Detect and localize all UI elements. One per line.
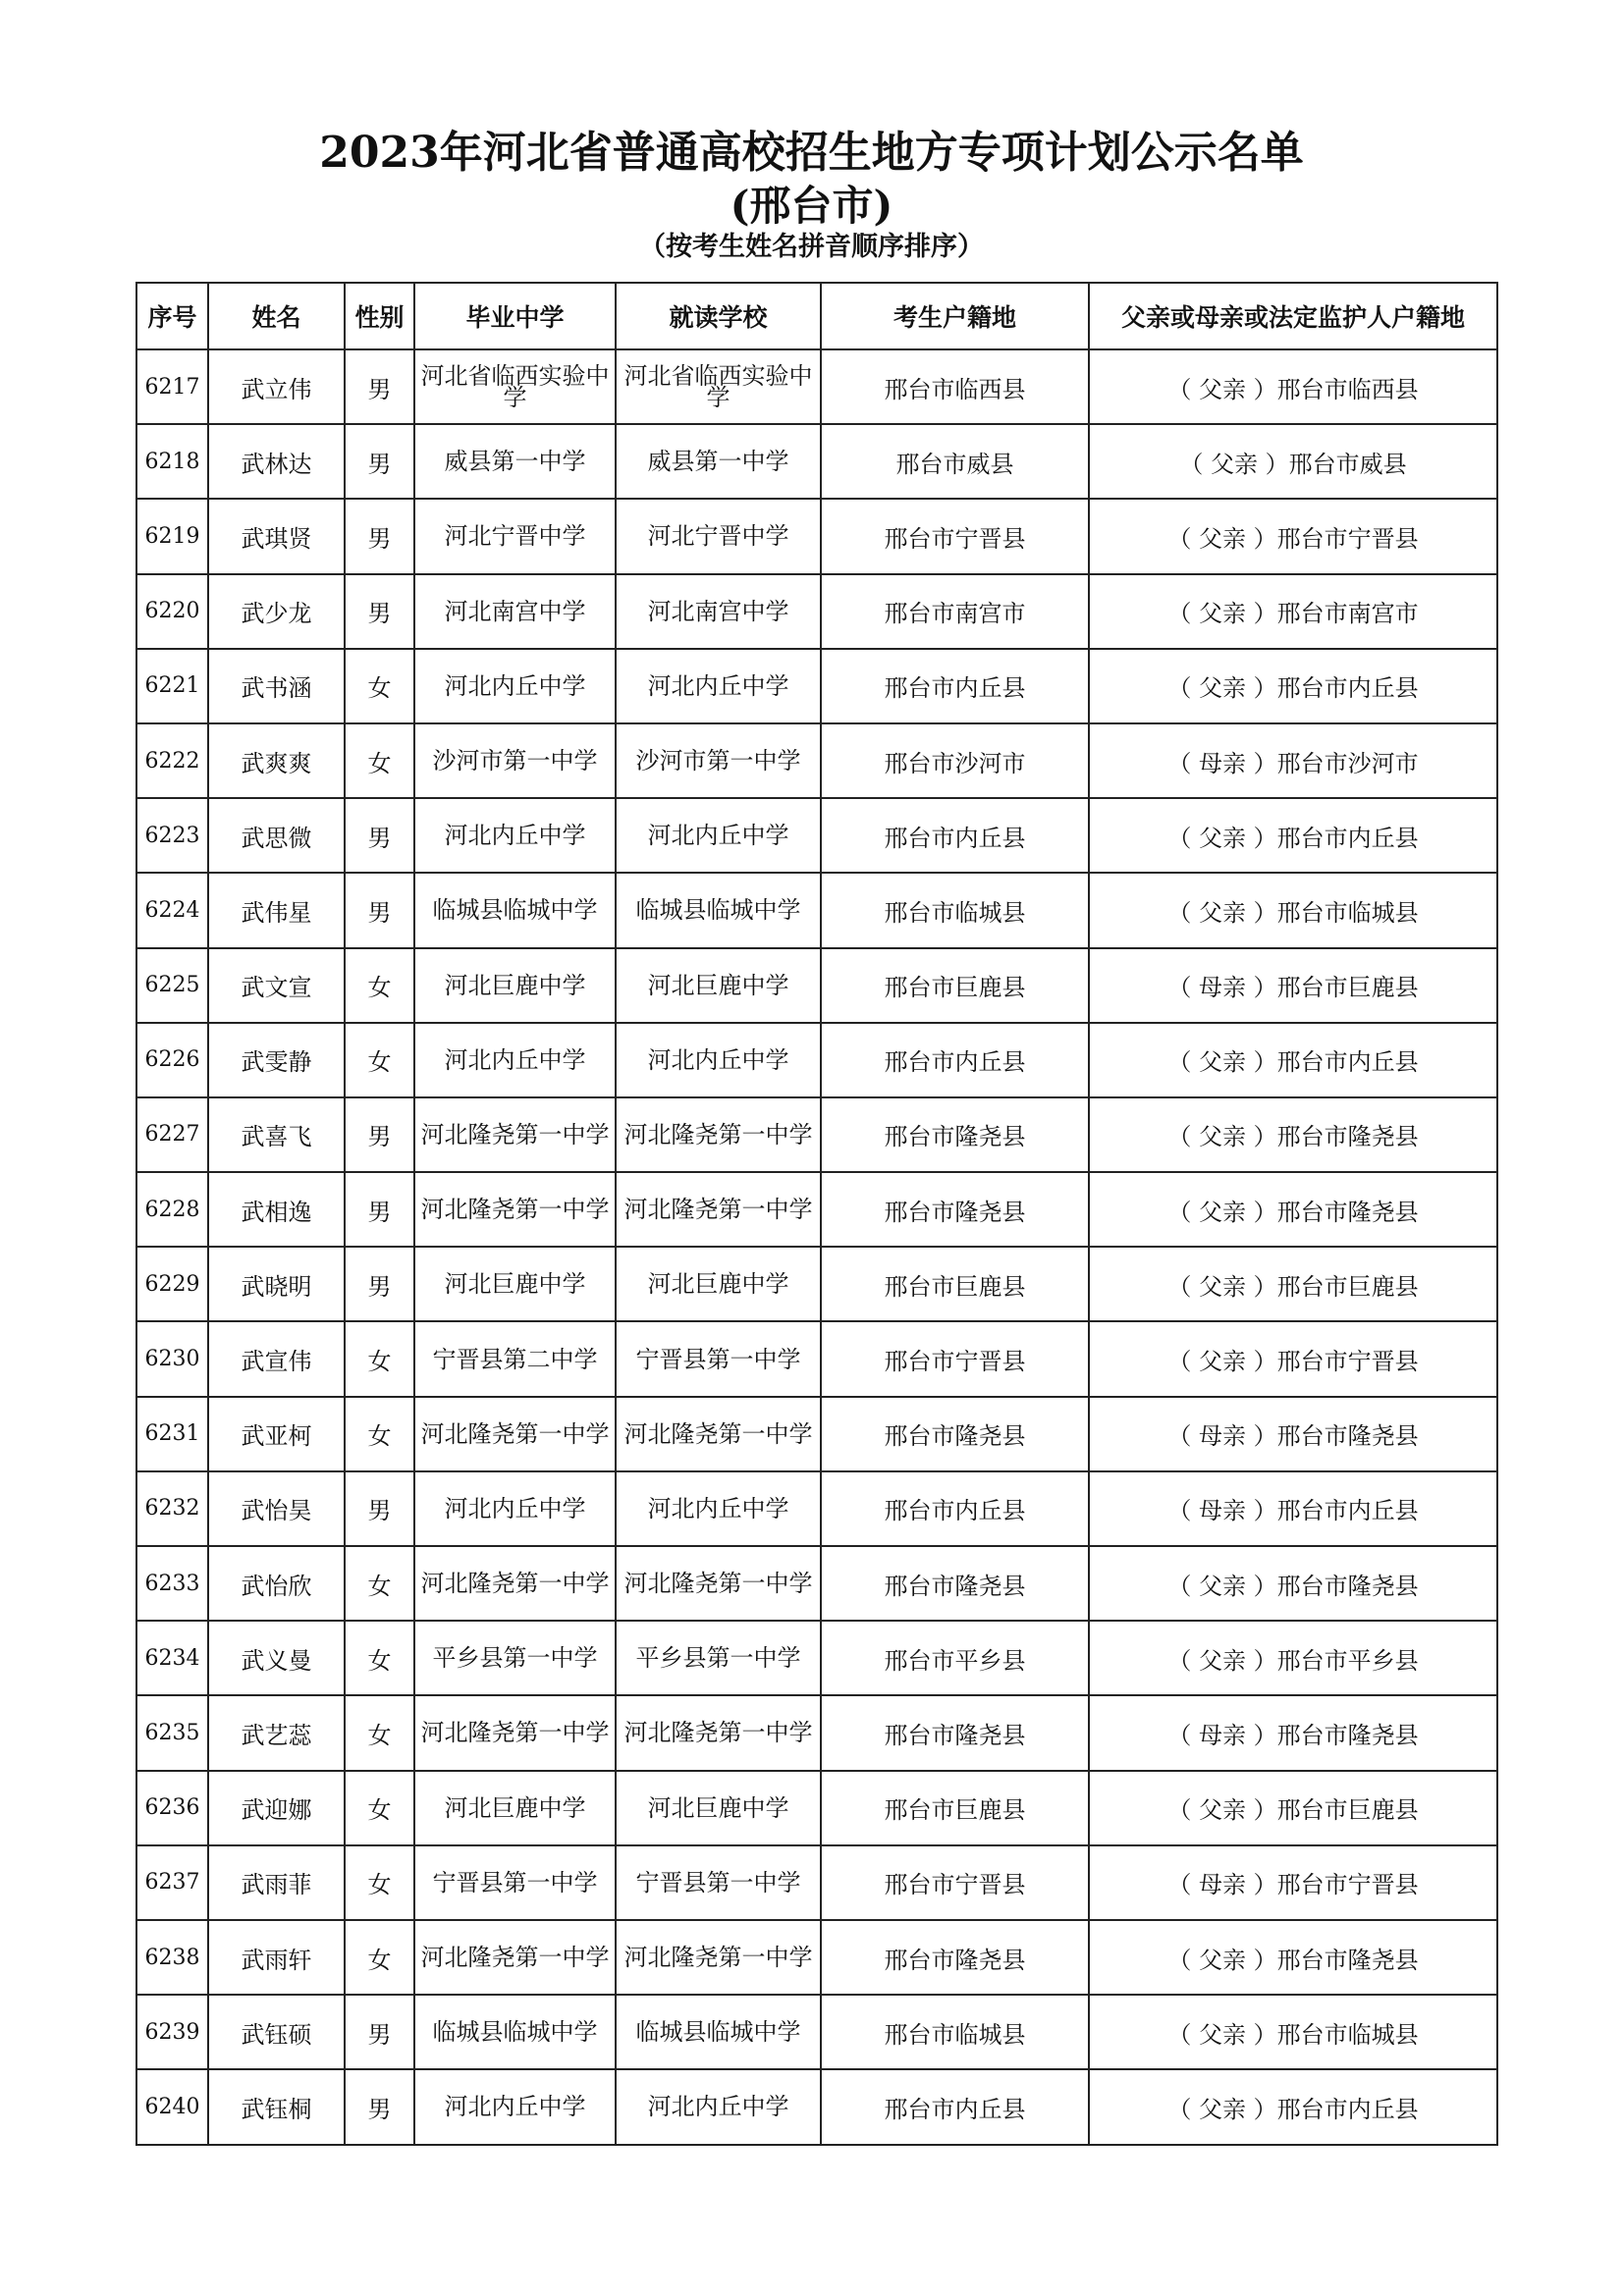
cell-graduation-school: 宁晋县第二中学 — [414, 1321, 616, 1396]
cell-index: 6223 — [136, 798, 208, 873]
cell-current-school: 河北内丘中学 — [616, 798, 821, 873]
cell-gender: 男 — [345, 349, 414, 424]
header-household: 考生户籍地 — [821, 283, 1089, 349]
page-title: 2023年河北省普通高校招生地方专项计划公示名单 — [319, 128, 1304, 178]
table-row — [136, 1771, 1497, 1845]
cell-graduation-school: 河北内丘中学 — [414, 1023, 616, 1097]
cell-graduation-school: 河北隆尧第一中学 — [414, 1397, 616, 1471]
cell-name: 武艺蕊 — [208, 1695, 345, 1770]
cell-current-school: 河北内丘中学 — [616, 1023, 821, 1097]
cell-current-school: 河北南宫中学 — [616, 574, 821, 649]
table-row — [136, 1172, 1497, 1247]
cell-gender: 女 — [345, 1695, 414, 1770]
cell-gender: 女 — [345, 649, 414, 723]
cell-gender: 男 — [345, 1247, 414, 1321]
table-row — [136, 1397, 1497, 1471]
cell-index: 6233 — [136, 1546, 208, 1621]
cell-gender: 男 — [345, 873, 414, 947]
cell-index: 6225 — [136, 948, 208, 1023]
cell-name: 武怡欣 — [208, 1546, 345, 1621]
table-row — [136, 1920, 1497, 1995]
cell-name: 武爽爽 — [208, 723, 345, 798]
cell-guardian-household: （ 母亲 ）邢台市隆尧县 — [1089, 1695, 1497, 1770]
cell-name: 武钰硕 — [208, 1995, 345, 2069]
cell-current-school: 河北巨鹿中学 — [616, 1771, 821, 1845]
cell-gender: 女 — [345, 1771, 414, 1845]
cell-household: 邢台市沙河市 — [821, 723, 1089, 798]
table-header-row — [136, 283, 1497, 349]
header-graduation-school: 毕业中学 — [414, 283, 616, 349]
cell-guardian-household: （ 父亲 ）邢台市巨鹿县 — [1089, 1771, 1497, 1845]
cell-guardian-household: （ 父亲 ）邢台市隆尧县 — [1089, 1172, 1497, 1247]
cell-household: 邢台市隆尧县 — [821, 1920, 1089, 1995]
cell-household: 邢台市隆尧县 — [821, 1695, 1089, 1770]
cell-index: 6228 — [136, 1172, 208, 1247]
cell-household: 邢台市内丘县 — [821, 1471, 1089, 1546]
cell-name: 武钰桐 — [208, 2069, 345, 2144]
cell-household: 邢台市宁晋县 — [821, 1321, 1089, 1396]
cell-household: 邢台市隆尧县 — [821, 1397, 1089, 1471]
cell-graduation-school: 河北隆尧第一中学 — [414, 1546, 616, 1621]
cell-gender: 女 — [345, 1845, 414, 1920]
cell-name: 武林达 — [208, 424, 345, 499]
cell-gender: 男 — [345, 424, 414, 499]
cell-guardian-household: （ 父亲 ）邢台市临城县 — [1089, 1995, 1497, 2069]
cell-current-school: 河北隆尧第一中学 — [616, 1172, 821, 1247]
cell-current-school: 宁晋县第一中学 — [616, 1321, 821, 1396]
cell-graduation-school: 河北内丘中学 — [414, 649, 616, 723]
table-row — [136, 948, 1497, 1023]
cell-graduation-school: 河北宁晋中学 — [414, 499, 616, 573]
table-row — [136, 1321, 1497, 1396]
cell-index: 6232 — [136, 1471, 208, 1546]
cell-current-school: 河北宁晋中学 — [616, 499, 821, 573]
cell-current-school: 威县第一中学 — [616, 424, 821, 499]
cell-index: 6218 — [136, 424, 208, 499]
cell-current-school: 河北隆尧第一中学 — [616, 1546, 821, 1621]
cell-index: 6229 — [136, 1247, 208, 1321]
cell-index: 6226 — [136, 1023, 208, 1097]
cell-graduation-school: 河北隆尧第一中学 — [414, 1920, 616, 1995]
cell-guardian-household: （ 母亲 ）邢台市宁晋县 — [1089, 1845, 1497, 1920]
table-row — [136, 723, 1497, 798]
cell-name: 武思微 — [208, 798, 345, 873]
cell-current-school: 平乡县第一中学 — [616, 1621, 821, 1695]
cell-index: 6237 — [136, 1845, 208, 1920]
cell-index: 6231 — [136, 1397, 208, 1471]
cell-gender: 男 — [345, 1097, 414, 1172]
cell-graduation-school: 河北南宫中学 — [414, 574, 616, 649]
cell-index: 6240 — [136, 2069, 208, 2144]
cell-gender: 男 — [345, 2069, 414, 2144]
cell-guardian-household: （ 父亲 ）邢台市临城县 — [1089, 873, 1497, 947]
cell-name: 武相逸 — [208, 1172, 345, 1247]
cell-graduation-school: 临城县临城中学 — [414, 873, 616, 947]
cell-graduation-school: 河北巨鹿中学 — [414, 1247, 616, 1321]
cell-guardian-household: （ 父亲 ）邢台市隆尧县 — [1089, 1920, 1497, 1995]
cell-household: 邢台市威县 — [821, 424, 1089, 499]
cell-current-school: 河北内丘中学 — [616, 649, 821, 723]
cell-name: 武伟星 — [208, 873, 345, 947]
cell-name: 武书涵 — [208, 649, 345, 723]
cell-current-school: 河北内丘中学 — [616, 1471, 821, 1546]
cell-graduation-school: 河北省临西实验中学 — [414, 349, 616, 424]
cell-name: 武雯静 — [208, 1023, 345, 1097]
cell-index: 6238 — [136, 1920, 208, 1995]
cell-current-school: 河北隆尧第一中学 — [616, 1920, 821, 1995]
cell-current-school: 宁晋县第一中学 — [616, 1845, 821, 1920]
table-row — [136, 1995, 1497, 2069]
cell-guardian-household: （ 父亲 ）邢台市内丘县 — [1089, 798, 1497, 873]
cell-guardian-household: （ 父亲 ）邢台市平乡县 — [1089, 1621, 1497, 1695]
cell-index: 6222 — [136, 723, 208, 798]
cell-index: 6234 — [136, 1621, 208, 1695]
cell-current-school: 沙河市第一中学 — [616, 723, 821, 798]
header-name: 姓名 — [208, 283, 345, 349]
cell-name: 武立伟 — [208, 349, 345, 424]
cell-household: 邢台市巨鹿县 — [821, 1771, 1089, 1845]
cell-household: 邢台市平乡县 — [821, 1621, 1089, 1695]
cell-name: 武怡昊 — [208, 1471, 345, 1546]
cell-guardian-household: （ 父亲 ）邢台市内丘县 — [1089, 2069, 1497, 2144]
cell-index: 6239 — [136, 1995, 208, 2069]
header-gender: 性别 — [345, 283, 414, 349]
table-row — [136, 349, 1497, 424]
cell-household: 邢台市宁晋县 — [821, 499, 1089, 573]
table-row — [136, 1471, 1497, 1546]
cell-current-school: 临城县临城中学 — [616, 873, 821, 947]
cell-graduation-school: 河北隆尧第一中学 — [414, 1695, 616, 1770]
cell-name: 武亚柯 — [208, 1397, 345, 1471]
cell-graduation-school: 平乡县第一中学 — [414, 1621, 616, 1695]
cell-household: 邢台市宁晋县 — [821, 1845, 1089, 1920]
cell-gender: 女 — [345, 1397, 414, 1471]
cell-gender: 女 — [345, 1321, 414, 1396]
cell-household: 邢台市临西县 — [821, 349, 1089, 424]
cell-guardian-household: （ 父亲 ）邢台市宁晋县 — [1089, 1321, 1497, 1396]
cell-gender: 男 — [345, 499, 414, 573]
cell-guardian-household: （ 母亲 ）邢台市巨鹿县 — [1089, 948, 1497, 1023]
cell-household: 邢台市隆尧县 — [821, 1546, 1089, 1621]
cell-graduation-school: 河北巨鹿中学 — [414, 948, 616, 1023]
table-row — [136, 873, 1497, 947]
cell-current-school: 河北省临西实验中学 — [616, 349, 821, 424]
cell-name: 武琪贤 — [208, 499, 345, 573]
table-row — [136, 1023, 1497, 1097]
sort-note: （按考生姓名拼音顺序排序） — [639, 232, 984, 262]
cell-graduation-school: 宁晋县第一中学 — [414, 1845, 616, 1920]
table-row — [136, 424, 1497, 499]
table-row — [136, 499, 1497, 573]
cell-household: 邢台市隆尧县 — [821, 1172, 1089, 1247]
page-subtitle: (邢台市) — [730, 182, 893, 230]
table-row — [136, 649, 1497, 723]
cell-graduation-school: 临城县临城中学 — [414, 1995, 616, 2069]
table-row — [136, 1097, 1497, 1172]
cell-gender: 女 — [345, 948, 414, 1023]
cell-guardian-household: （ 母亲 ）邢台市内丘县 — [1089, 1471, 1497, 1546]
cell-current-school: 河北隆尧第一中学 — [616, 1695, 821, 1770]
header-current-school: 就读学校 — [616, 283, 821, 349]
cell-graduation-school: 沙河市第一中学 — [414, 723, 616, 798]
cell-graduation-school: 河北巨鹿中学 — [414, 1771, 616, 1845]
cell-graduation-school: 威县第一中学 — [414, 424, 616, 499]
cell-name: 武晓明 — [208, 1247, 345, 1321]
cell-current-school: 河北内丘中学 — [616, 2069, 821, 2144]
cell-index: 6224 — [136, 873, 208, 947]
cell-household: 邢台市内丘县 — [821, 649, 1089, 723]
cell-gender: 女 — [345, 1546, 414, 1621]
cell-guardian-household: （ 父亲 ）邢台市南宫市 — [1089, 574, 1497, 649]
cell-index: 6219 — [136, 499, 208, 573]
cell-guardian-household: （ 父亲 ）邢台市隆尧县 — [1089, 1546, 1497, 1621]
cell-current-school: 河北隆尧第一中学 — [616, 1397, 821, 1471]
cell-guardian-household: （ 父亲 ）邢台市临西县 — [1089, 349, 1497, 424]
cell-guardian-household: （ 父亲 ）邢台市威县 — [1089, 424, 1497, 499]
cell-household: 邢台市巨鹿县 — [821, 1247, 1089, 1321]
cell-guardian-household: （ 母亲 ）邢台市沙河市 — [1089, 723, 1497, 798]
cell-gender: 男 — [345, 1172, 414, 1247]
table-row — [136, 1247, 1497, 1321]
cell-current-school: 临城县临城中学 — [616, 1995, 821, 2069]
cell-household: 邢台市临城县 — [821, 1995, 1089, 2069]
cell-name: 武宣伟 — [208, 1321, 345, 1396]
cell-gender: 男 — [345, 574, 414, 649]
cell-household: 邢台市巨鹿县 — [821, 948, 1089, 1023]
cell-household: 邢台市南宫市 — [821, 574, 1089, 649]
cell-gender: 女 — [345, 1920, 414, 1995]
cell-graduation-school: 河北内丘中学 — [414, 2069, 616, 2144]
cell-guardian-household: （ 父亲 ）邢台市内丘县 — [1089, 649, 1497, 723]
cell-index: 6221 — [136, 649, 208, 723]
cell-household: 邢台市内丘县 — [821, 2069, 1089, 2144]
cell-name: 武喜飞 — [208, 1097, 345, 1172]
cell-name: 武雨轩 — [208, 1920, 345, 1995]
cell-gender: 女 — [345, 1023, 414, 1097]
table-row — [136, 1845, 1497, 1920]
cell-graduation-school: 河北内丘中学 — [414, 798, 616, 873]
cell-name: 武迎娜 — [208, 1771, 345, 1845]
cell-household: 邢台市内丘县 — [821, 1023, 1089, 1097]
cell-guardian-household: （ 父亲 ）邢台市宁晋县 — [1089, 499, 1497, 573]
cell-gender: 女 — [345, 723, 414, 798]
header-index: 序号 — [136, 283, 208, 349]
cell-guardian-household: （ 父亲 ）邢台市隆尧县 — [1089, 1097, 1497, 1172]
table-row — [136, 574, 1497, 649]
cell-index: 6236 — [136, 1771, 208, 1845]
table-row — [136, 1546, 1497, 1621]
cell-name: 武雨菲 — [208, 1845, 345, 1920]
table-row — [136, 1695, 1497, 1770]
cell-index: 6235 — [136, 1695, 208, 1770]
cell-graduation-school: 河北隆尧第一中学 — [414, 1172, 616, 1247]
table-row — [136, 798, 1497, 873]
cell-index: 6230 — [136, 1321, 208, 1396]
cell-current-school: 河北隆尧第一中学 — [616, 1097, 821, 1172]
table-row — [136, 1621, 1497, 1695]
cell-current-school: 河北巨鹿中学 — [616, 948, 821, 1023]
cell-gender: 男 — [345, 798, 414, 873]
roster-table — [135, 282, 1498, 2146]
cell-guardian-household: （ 父亲 ）邢台市内丘县 — [1089, 1023, 1497, 1097]
cell-gender: 女 — [345, 1621, 414, 1695]
cell-graduation-school: 河北内丘中学 — [414, 1471, 616, 1546]
cell-current-school: 河北巨鹿中学 — [616, 1247, 821, 1321]
header-guardian-household: 父亲或母亲或法定监护人户籍地 — [1089, 283, 1497, 349]
cell-name: 武义曼 — [208, 1621, 345, 1695]
cell-graduation-school: 河北隆尧第一中学 — [414, 1097, 616, 1172]
cell-household: 邢台市临城县 — [821, 873, 1089, 947]
cell-household: 邢台市隆尧县 — [821, 1097, 1089, 1172]
cell-guardian-household: （ 父亲 ）邢台市巨鹿县 — [1089, 1247, 1497, 1321]
cell-name: 武文宣 — [208, 948, 345, 1023]
cell-gender: 男 — [345, 1471, 414, 1546]
table-body — [136, 349, 1497, 2145]
table-row — [136, 2069, 1497, 2144]
cell-gender: 男 — [345, 1995, 414, 2069]
cell-household: 邢台市内丘县 — [821, 798, 1089, 873]
cell-index: 6220 — [136, 574, 208, 649]
cell-index: 6217 — [136, 349, 208, 424]
cell-guardian-household: （ 母亲 ）邢台市隆尧县 — [1089, 1397, 1497, 1471]
cell-index: 6227 — [136, 1097, 208, 1172]
cell-name: 武少龙 — [208, 574, 345, 649]
